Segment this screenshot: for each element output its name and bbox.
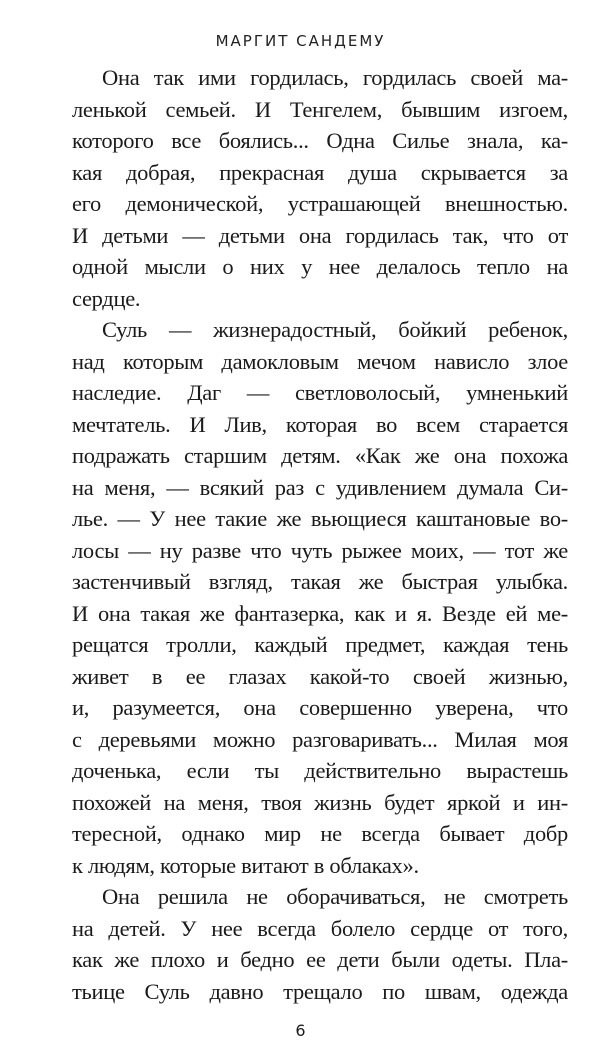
text-line: И она такая же фантазерка, как и я. Везде ей ме- (72, 600, 568, 626)
text-line: его демонической, устрашающей внешностью. (72, 191, 568, 216)
text-line: сердце. (72, 285, 141, 311)
text-line: ленькой семьей. И Тенгелем, бывшим изгоем, (72, 96, 568, 122)
text-line: мечтатель. И Лив, которая во всем старается (72, 411, 568, 437)
text-line: как же плохо и бедно ее дети были одеты. Пла- (72, 947, 568, 972)
paragraph (72, 62, 568, 314)
text-line: лосы — ну разве что чуть рыжее моих, — тот же (72, 537, 568, 563)
text-line: похожей на меня, твоя жизнь будет яркой и ин- (72, 789, 568, 815)
running-header: МАРГИТ САНДЕМУ (215, 32, 386, 50)
paragraph (72, 314, 568, 881)
text-line: застенчивый взгляд, такая же быстрая улыбка. (72, 569, 568, 594)
body-text (72, 62, 568, 1007)
text-line: одной мысли о них у нее делалось тепло на (72, 254, 568, 279)
text-line: И детьми — детьми она гордилась так, что от (72, 222, 568, 248)
text-line: с деревьями можно разговаривать... Милая моя (72, 726, 568, 752)
paragraph (72, 881, 568, 1007)
text-line: тьице Суль давно трещало по швам, одежда (72, 978, 568, 1004)
text-line: кая добрая, прекрасная душа скрывается за (72, 159, 568, 185)
text-line: и, разумеется, она совершенно уверена, что (72, 695, 568, 720)
text-line: тересной, однако мир не всегда бывает добр (72, 821, 568, 846)
text-line: на детей. У нее всегда болело сердце от того, (72, 915, 568, 941)
text-line: лье. — У нее такие же вьющиеся каштановые во- (72, 506, 568, 531)
text-line: рещатся тролли, каждый предмет, каждая тень (72, 632, 568, 657)
text-line: которого все боялись... Одна Силье знала, ка- (72, 128, 568, 153)
text-line: Она так ими гордилась, гордилась своей ма- (102, 65, 568, 90)
text-line: живет в ее глазах какой-то своей жизнью, (72, 663, 568, 689)
text-line: к людям, которые витают в облаках». (72, 852, 419, 878)
text-line: подражать старшим детям. «Как же она похожа (72, 443, 568, 468)
text-line: Суль — жизнерадостный, бойкий ребенок, (102, 317, 568, 342)
text-line: доченька, если ты действительно вырастешь (72, 758, 568, 783)
page-number: 6 (295, 1021, 306, 1040)
text-line: на меня, — всякий раз с удивлением думала Си- (72, 474, 568, 500)
text-line: наследие. Даг — светловолосый, умненький (72, 380, 568, 405)
text-line: Она решила не оборачиваться, не смотреть (102, 884, 568, 909)
text-line: над которым дамокловым мечом нависло злое (72, 348, 568, 374)
